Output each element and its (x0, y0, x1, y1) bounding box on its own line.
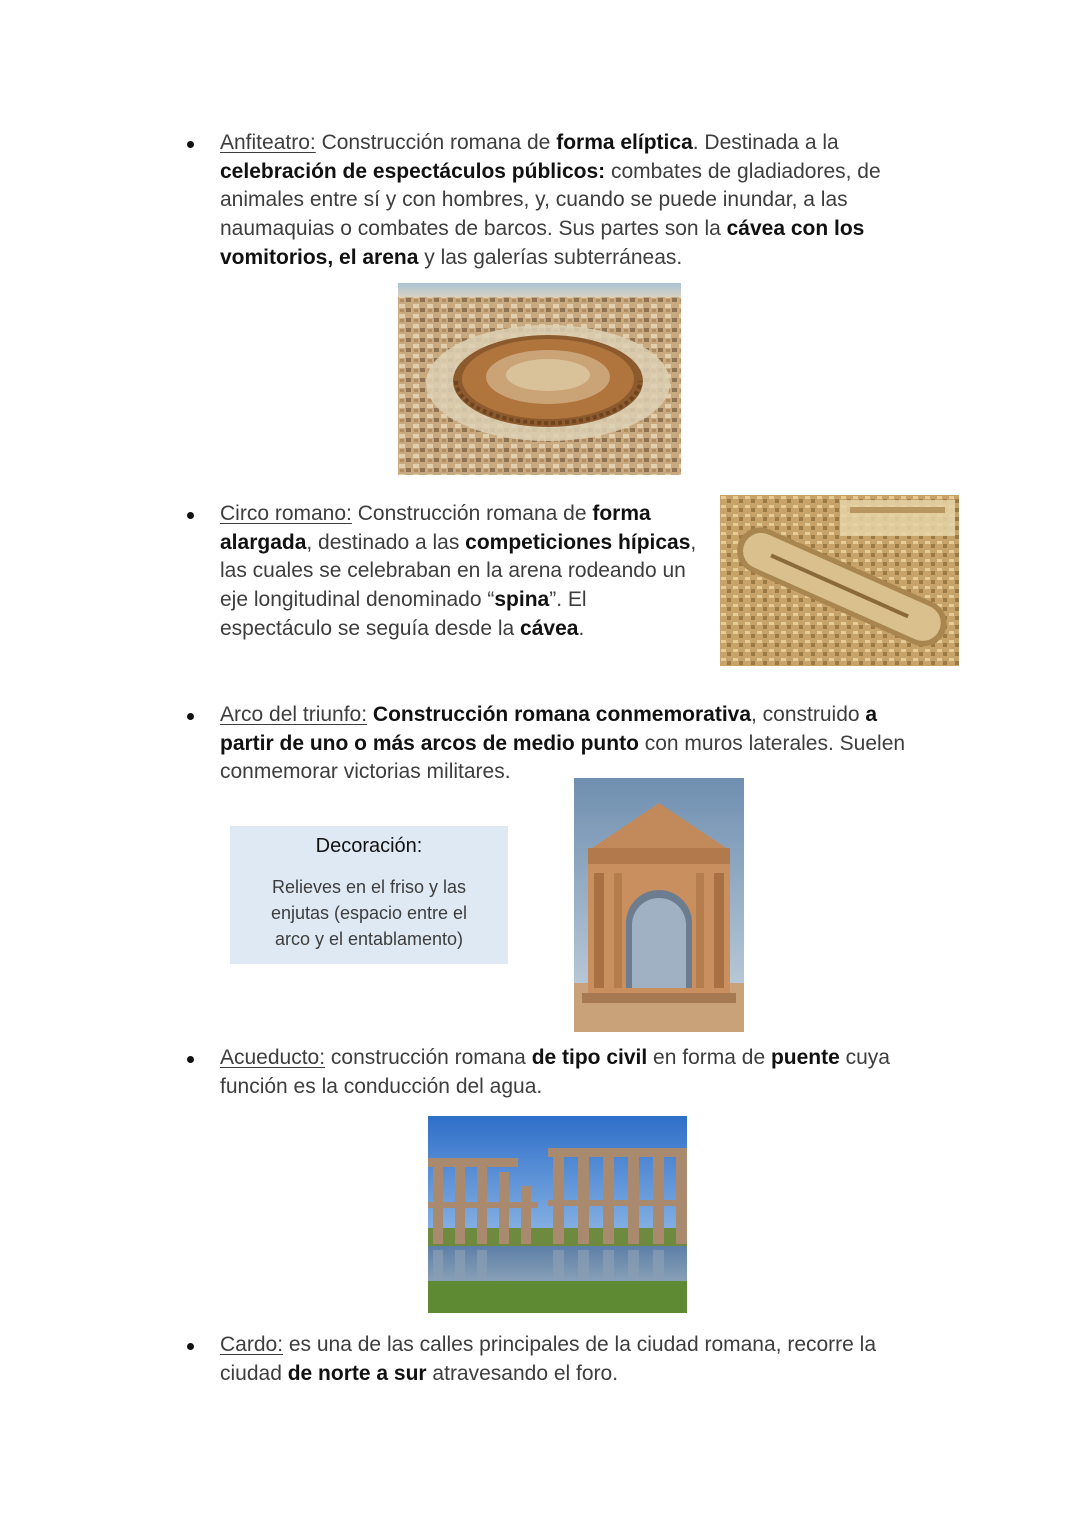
decoration-box-body (250, 874, 488, 952)
bold-span: forma elíptica (556, 131, 693, 154)
bold-span: de tipo civil (531, 1046, 648, 1069)
bold-span: partir de uno o más arcos de medio punto (220, 731, 639, 755)
text-span: , construido (751, 703, 866, 726)
anfiteatro-term: Anfiteatro: (220, 131, 316, 154)
bullet-anfiteatro (187, 141, 194, 148)
circus-photo (720, 495, 959, 666)
bullet-circo (187, 512, 194, 519)
bold-span: celebración de espectáculos públicos: (220, 159, 606, 183)
anfiteatro-paragraph (220, 129, 940, 273)
text-span: construcción romana (325, 1046, 532, 1069)
amphitheatre-photo (398, 283, 681, 475)
text-span: conmemorar victorias militares. (220, 760, 511, 784)
text-span: función es la conducción del agua. (220, 1074, 543, 1098)
bullet-cardo (187, 1343, 194, 1350)
bold-span: cávea con los (726, 217, 865, 241)
bold-span: spina (494, 588, 550, 612)
triumphal-arch-photo (574, 778, 744, 1032)
bold-span: vomitorios, el arena (220, 245, 419, 269)
arco-paragraph (220, 701, 940, 787)
arco-term: Arco del triunfo: (220, 703, 368, 726)
text-line: enjutas (espacio entre el (270, 903, 468, 923)
text-span: con muros laterales. Suelen (638, 731, 906, 755)
bold-span: de norte a sur (287, 1361, 427, 1385)
circo-paragraph (220, 500, 710, 644)
bold-span: puente (770, 1046, 840, 1069)
text-span: , (690, 530, 697, 554)
decoration-box (230, 826, 508, 964)
text-line: arco y el entablamento) (274, 929, 464, 949)
bullet-arco (187, 713, 194, 720)
text-line: Relieves en el friso y las (271, 877, 467, 897)
bold-span: forma (592, 502, 651, 525)
text-span: . Destinada a la (692, 131, 839, 154)
acueducto-paragraph (220, 1044, 940, 1101)
cardo-paragraph (220, 1331, 940, 1388)
text-span: cuya (839, 1046, 890, 1069)
bold-span: cávea (520, 616, 579, 640)
text-span: y las galerías subterráneas. (418, 245, 683, 269)
text-span: ciudad (220, 1361, 288, 1385)
aqueduct-photo (428, 1116, 687, 1313)
circo-term: Circo romano: (220, 502, 352, 525)
decoration-box-title: Decoración: (315, 835, 423, 857)
text-span: Construcción romana de (351, 502, 593, 525)
text-span: ”. El (549, 588, 587, 612)
bold-span: competiciones hípicas (465, 530, 691, 554)
text-span: las cuales se celebraban en la arena rodeando un (220, 559, 686, 583)
text-span: animales entre sí y con hombres, y, cuando se puede inundar, a las (220, 188, 848, 212)
text-span: . (578, 616, 585, 640)
text-span: naumaquias o combates de barcos. Sus partes son la (220, 217, 727, 241)
text-span: atravesando el foro. (426, 1361, 619, 1385)
bullet-acueducto (187, 1056, 194, 1063)
text-span: espectáculo se seguía desde la (220, 616, 521, 640)
text-span: es una de las calles principales de la ciudad romana, recorre la (283, 1333, 877, 1356)
acueducto-term: Acueducto: (220, 1046, 326, 1069)
bold-span: alargada (220, 530, 307, 554)
text-span: Construcción romana de (315, 131, 557, 154)
text-span: combates de gladiadores, de (605, 159, 881, 183)
text-span: eje longitudinal denominado “ (220, 588, 495, 612)
text-span: , destinado a las (306, 530, 466, 554)
cardo-term: Cardo: (220, 1333, 284, 1356)
bold-span: a (865, 703, 878, 726)
text-span: en forma de (647, 1046, 771, 1069)
bold-span: Construcción romana conmemorativa (372, 703, 752, 726)
